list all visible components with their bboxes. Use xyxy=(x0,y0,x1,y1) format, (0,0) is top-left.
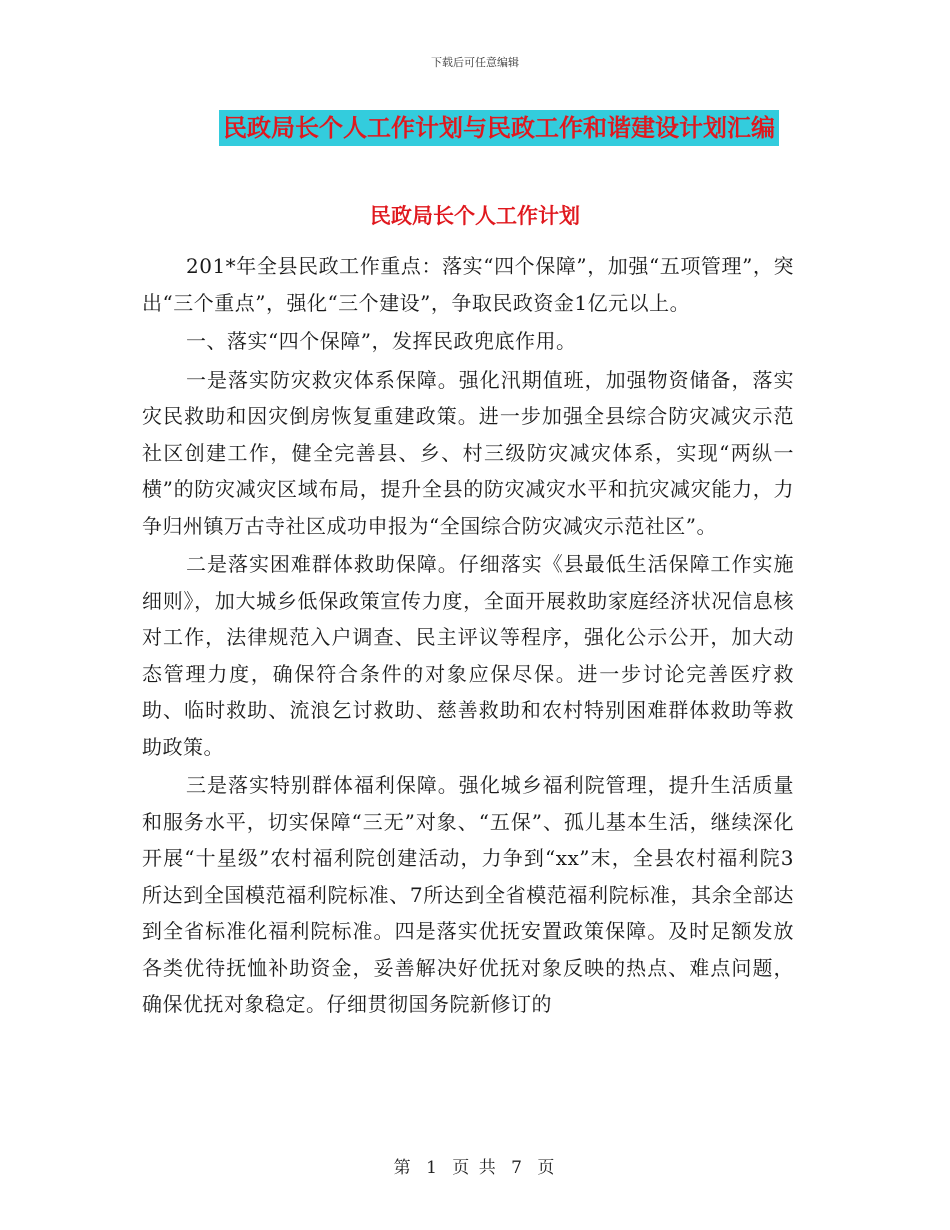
paragraph-poverty-assistance: 二是落实困难群体救助保障。仔细落实《县最低生活保障工作实施细则》，加大城乡低保政策宣传力度，全面开展救助家庭经济状况信息核对工作，法律规范入户调查、民主评议等程序，强化公示公开，加大动态管理力度，确保符合条件的对象应保尽保。进一步讨论完善医疗救助、临时救助、流浪乞讨救助、慈善救助和农村特别困难群体救助等救助政策。 xyxy=(142,552,794,759)
main-title-container xyxy=(0,110,950,146)
document-body xyxy=(142,248,794,1025)
paragraph-special-welfare: 三是落实特别群体福利保障。强化城乡福利院管理，提升生活质量和服务水平，切实保障“三无”对象、“五保”、孤儿基本生活，继续深化开展“十星级”农村福利院创建活动，力争到“xx”末，全县农村福利院3所达到全国模范福利院标准、7所达到全省模范福利院标准，其余全部达到全省标准化福利院标准。四是落实优抚安置政策保障。及时足额发放各类优待抚恤补助资金，妥善解决好优抚对象反映的热点、难点问题，确保优抚对象稳定。仔细贯彻国务院新修订的 xyxy=(142,773,794,1016)
total-pages: 7 xyxy=(511,1158,524,1178)
header-note: 下载后可任意编辑 xyxy=(431,56,519,69)
document-main-title: 民政局长个人工作计划与民政工作和谐建设计划汇编 xyxy=(219,110,779,146)
footer-prefix: 第 xyxy=(393,1158,413,1178)
footer-suffix: 页 xyxy=(537,1158,557,1178)
paragraph-intro: 201*年全县民政工作重点：落实“四个保障”，加强“五项管理”，突出“三个重点”，强化“三个建设”，争取民政资金1亿元以上。 xyxy=(142,254,794,315)
footer-middle: 页 共 xyxy=(452,1158,498,1178)
page-footer xyxy=(0,1153,950,1178)
paragraph-heading-one: 一、落实“四个保障”，发挥民政兜底作用。 xyxy=(186,329,577,353)
section-title: 民政局长个人工作计划 xyxy=(370,204,580,228)
paragraph-disaster-relief: 一是落实防灾救灾体系保障。强化汛期值班，加强物资储备，落实灾民救助和因灾倒房恢复重建政策。进一步加强全县综合防灾减灾示范社区创建工作，健全完善县、乡、村三级防灾减灾体系，实现“两纵一横”的防灾减灾区域布局，提升全县的防灾减灾水平和抗灾减灾能力，力争归州镇万古寺社区成功申报为“全国综合防灾减灾示范社区”。 xyxy=(142,367,794,538)
page-number: 1 xyxy=(426,1158,439,1178)
